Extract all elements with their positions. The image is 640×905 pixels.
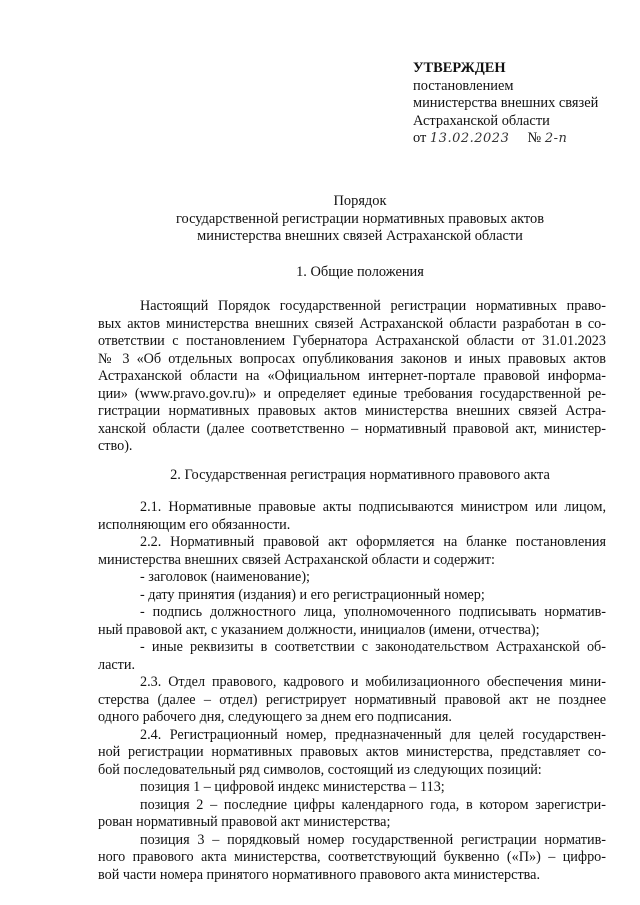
text-line: вой части номера принятого нормативного правового акта министерства.: [98, 866, 540, 883]
list-item: - иные реквизиты в соответствии с законодательством Астраханской об-: [140, 639, 606, 655]
text-line: Астраханской области на «Официальном интернет-портале правовой информа-: [98, 368, 606, 384]
approval-title: УТВЕРЖДЕН: [413, 60, 506, 76]
section-1-heading: 1. Общие положения: [296, 264, 424, 280]
text-line: ответствии с постановлением Губернатора Астраханской области от 31.01.2023: [98, 333, 606, 349]
document-title: [100, 193, 620, 246]
section-2-heading: 2. Государственная регистрация нормативного правового акта: [170, 467, 550, 483]
text-line: исполняющим его обязанности.: [98, 516, 291, 533]
number-label: №: [527, 130, 542, 147]
list-item: - подпись должностного лица, уполномоченного подписывать норматив-: [140, 604, 606, 620]
text-line: ласти.: [98, 656, 136, 673]
text-line: 2.3. Отдел правового, кадрового и мобилизационного обеспечения мини-: [140, 674, 606, 690]
text-line: гистрации нормативных правовых актов министерства внешних связей Астра-: [98, 403, 606, 419]
text-line: ного правового акта министерства, соответствующий буквенно («П») – цифро-: [98, 849, 606, 865]
approval-stamp: [413, 60, 623, 148]
approval-line-1: постановлением: [413, 77, 514, 94]
section-2-body: [98, 499, 606, 884]
text-line: стерства (далее – отдел) регистрирует нормативный правовой акт не позднее: [98, 691, 606, 708]
text-line: 2.4. Регистрационный номер, предназначенный для целей государствен-: [140, 726, 606, 743]
text-line: ство).: [98, 438, 133, 454]
approval-date-row: [413, 130, 623, 148]
approval-line-3: Астраханской области: [413, 112, 550, 129]
text-line: одного рабочего дня, следующего за днем его подписания.: [98, 709, 452, 725]
handwritten-date: 13.02.2023: [429, 131, 510, 147]
handwritten-number: 2-п: [544, 131, 568, 147]
list-item: позиция 1 – цифровой индекс министерства – 113;: [140, 779, 445, 795]
text-line: 2.2. Нормативный правовой акт оформляется на бланке постановления: [140, 534, 606, 550]
text-line: ный правовой акт, с указанием должности, инициалов (имени, отчества);: [98, 621, 540, 638]
list-item: позиция 2 – последние цифры календарного года, в котором зарегистри-: [140, 796, 606, 813]
text-line: № 3 «Об отдельных вопросах опубликования законов и иных правовых актов: [98, 350, 606, 367]
approval-line-2: министерства внешних связей: [413, 95, 599, 112]
list-item: позиция 3 – порядковый номер государственной регистрации норматив-: [140, 831, 606, 848]
text-line: 2.1. Нормативные правовые акты подписываются министром или лицом,: [140, 499, 606, 515]
text-line: бой последовательный ряд символов, состоящий из следующих позиций:: [98, 761, 542, 778]
text-line: вых актов министерства внешних связей Астраханской области разработан в со-: [98, 315, 606, 332]
date-prefix: от: [413, 130, 427, 147]
text-line: Настоящий Порядок государственной регистрации нормативных право-: [140, 298, 606, 314]
text-line: ной регистрации нормативных правовых актов министерства, представляет со-: [98, 744, 606, 760]
text-line: рован нормативный правовой акт министерства;: [98, 814, 391, 830]
list-item: - дату принятия (издания) и его регистрационный номер;: [140, 586, 485, 603]
section-1-paragraph: [98, 298, 606, 456]
list-item: - заголовок (наименование);: [140, 569, 310, 585]
title-line-2: государственной регистрации нормативных правовых актов: [175, 210, 545, 227]
text-line: ции» (www.pravo.gov.ru)» и определяет единые требования государственной ре-: [98, 385, 606, 402]
text-line: ханской области (далее соответственно – нормативный правовой акт, министер-: [98, 420, 606, 437]
title-line-3: министерства внешних связей Астраханской области: [197, 228, 523, 244]
title-line-1: Порядок: [333, 193, 387, 209]
text-line: министерства внешних связей Астраханской области и содержит:: [98, 551, 495, 568]
